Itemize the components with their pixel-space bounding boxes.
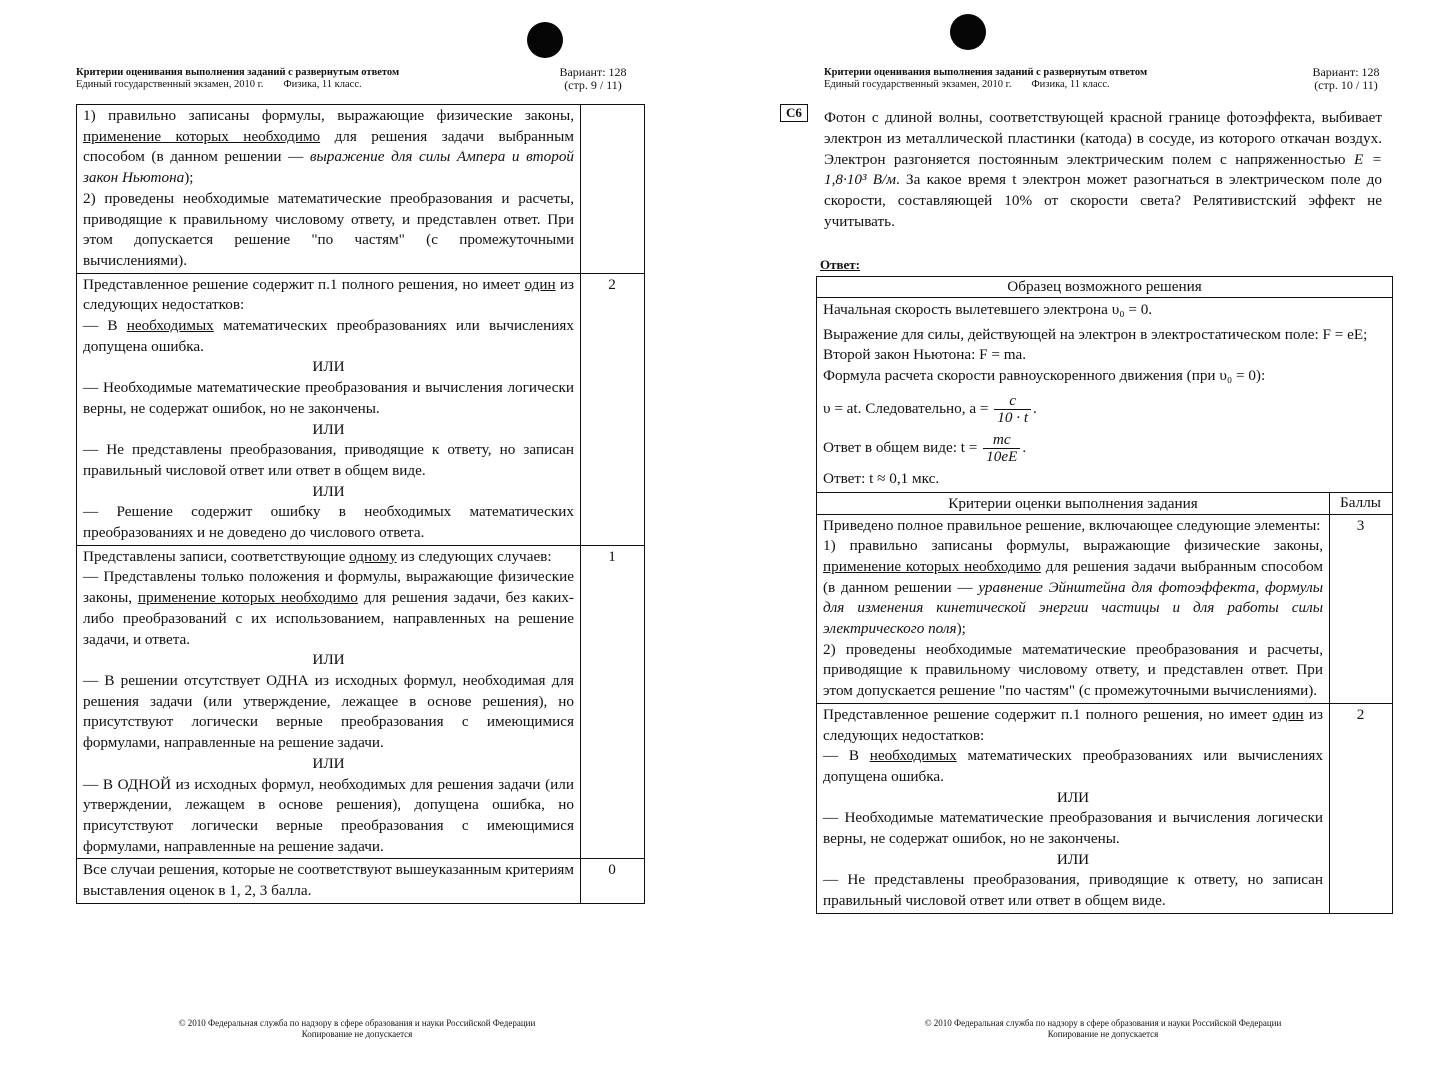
right-header bbox=[824, 67, 1244, 91]
score-cell bbox=[581, 105, 643, 273]
score-cell: 3 bbox=[1356, 516, 1365, 534]
formula-acceleration: υ = at. Следовательно, a = $\frac{c}{10 \cdot t}$ . bbox=[823, 391, 1037, 426]
page-number: (стр. 10 / 11) bbox=[1314, 78, 1378, 92]
left-variant bbox=[548, 66, 638, 92]
header-title: Критерии оценивания выполнения заданий с развернутым ответом bbox=[76, 67, 400, 78]
table-row: Приведено полное правильное решение, включающее следующие элементы: 1) правильно записаны формулы, выражающие физические законы, применение которых необходимо для решения задачи выбранным способом (в данном решении — уравнение Эйнштейна для фотоэффекта, формулы для изменения кинетической энергии частицы и для работы силы электрического поля); 2) проведены необходимые математические преобразования и расчеты, приводящие к правильному числовому ответу, и представлен ответ. При этом допускается решение "по частям" (с промежуточными вычислениями). 3 bbox=[817, 514, 1392, 703]
left-page bbox=[0, 0, 720, 1079]
right-page bbox=[722, 0, 1443, 1079]
header-subject: Физика, 11 класс. bbox=[283, 79, 362, 90]
header-subject: Физика, 11 класс. bbox=[1031, 79, 1110, 90]
right-footer: © 2010 Федеральная служба по надзору в сфере образования и науки Российской Федерации Копирование не допускается bbox=[924, 1018, 1282, 1039]
solution-body: Начальная скорость вылетевшего электрона υ₀ = 0. Выражение для силы, действующей на электрон в электростатическом поле: F = eE; Второй закон Ньютона: F = ma. Формула расчета скорости равноускоренного движения (при υ₀ = 0): υ = at. Следовательно, a = $\frac{c}{10 \cdot t}$ . Ответ в общем виде: t = $\frac{mc}{10eE}$ . Ответ: t ≈ 0,1 мкс. bbox=[817, 298, 1392, 493]
task-statement: Фотон с длиной волны, соответствующей красной границе фотоэффекта, выбивает электрон из металлической пластинки (катода) в сосуде, из которого откачан воздух. Электрон разгоняется постоянным электрическим полем с напряженностью E = 1,8·10³ В/м. За какое время t электрон может разогнаться в электрическом поле до скорости, составляющей 10% от скорости света? Релятивистский эффект не учитывать. bbox=[824, 109, 1383, 230]
left-footer: © 2010 Федеральная служба по надзору в сфере образования и науки Российской Федерации Копирование не допускается bbox=[178, 1018, 536, 1039]
score-cell: 1 bbox=[608, 547, 616, 565]
formula-general-answer: Ответ в общем виде: t = $\frac{mc}{10eE}$ . bbox=[823, 430, 1027, 465]
left-criteria-table bbox=[76, 104, 645, 904]
table-row: 1) правильно записаны формулы, выражающие физические законы, применение которых необходимо для решения задачи выбранным способом (в данном решении — выражение для силы Ампера и второй закон Ньютона); 2) проведены необходимые математические преобразования и расчеты, приводящие к правильному числовому ответу, и представлен ответ. При этом допускается решение "по частям" (с промежуточными вычислениями). bbox=[77, 105, 644, 273]
score-cell: 2 bbox=[1356, 705, 1365, 723]
table-row: Представленное решение содержит п.1 полного решения, но имеет один из следующих недостатков: — В необходимых математических преобразованиях или вычислениях допущена ошибка. ИЛИ — Необходимые математические преобразования и вычисления логически верны, не содержат ошибок, но не закончены. ИЛИ — Не представлены преобразования, приводящие к ответу, но записан правильный числовой ответ или ответ в общем виде. ИЛИ — Решение содержит ошибку в необходимых математических преобразованиях и не доведено до числового ответа. 2 bbox=[77, 273, 644, 545]
header-title: Критерии оценивания выполнения заданий с развернутым ответом bbox=[824, 67, 1148, 78]
solution-table bbox=[816, 276, 1393, 914]
table-row: Все случаи решения, которые не соответствуют вышеуказанным критериям выставления оценок в 1, 2, 3 балла. 0 bbox=[77, 858, 644, 902]
score-cell: 2 bbox=[608, 275, 616, 293]
answer-label: Ответ: bbox=[820, 257, 861, 272]
task-label: С6 bbox=[780, 104, 808, 122]
right-variant bbox=[1298, 66, 1394, 92]
solution-title: Образец возможного решения bbox=[817, 277, 1392, 298]
table-row: Представленное решение содержит п.1 полного решения, но имеет один из следующих недостатков: — В необходимых математических преобразованиях или вычислениях допущена ошибка. ИЛИ — Необходимые математические преобразования и вычисления логически верны, не содержат ошибок, но не закончены. ИЛИ — Не представлены преобразования, приводящие к ответу, но записан правильный числовой ответ или ответ в общем виде. 2 bbox=[817, 703, 1392, 913]
page-number: (стр. 9 / 11) bbox=[564, 78, 622, 92]
header-exam: Единый государственный экзамен, 2010 г. bbox=[824, 79, 1012, 90]
score-cell: 0 bbox=[608, 861, 616, 879]
criteria-header-row: Критерии оценки выполнения задания Баллы bbox=[817, 493, 1392, 514]
task-formula: E = 1,8·10³ В/м bbox=[824, 150, 1383, 189]
binder-hole-icon bbox=[950, 14, 986, 50]
variant-number: Вариант: 128 bbox=[1312, 65, 1380, 79]
variant-number: Вариант: 128 bbox=[559, 65, 627, 79]
left-header bbox=[76, 67, 496, 91]
header-exam: Единый государственный экзамен, 2010 г. bbox=[76, 79, 264, 90]
table-row: Представлены записи, соответствующие одному из следующих случаев: — Представлены только положения и формулы, выражающие физические законы, применение которых необходимо для решения задачи, без каких-либо преобразований с их использованием, направленных на решение задачи, и ответа. ИЛИ — В решении отсутствует ОДНА из исходных формул, необходимая для решения задачи (или утверждение, лежащее в основе решения), но присутствуют логически верные преобразования с имеющимися формулами, направленные на решение задачи. ИЛИ — В ОДНОЙ из исходных формул, необходимых для решения задачи (или утверждении, лежащем в основе решения), допущена ошибка, но присутствуют логически верные преобразования с имеющимися формулами, направленные на решение задачи. 1 bbox=[77, 545, 644, 859]
binder-hole-icon bbox=[527, 22, 563, 58]
